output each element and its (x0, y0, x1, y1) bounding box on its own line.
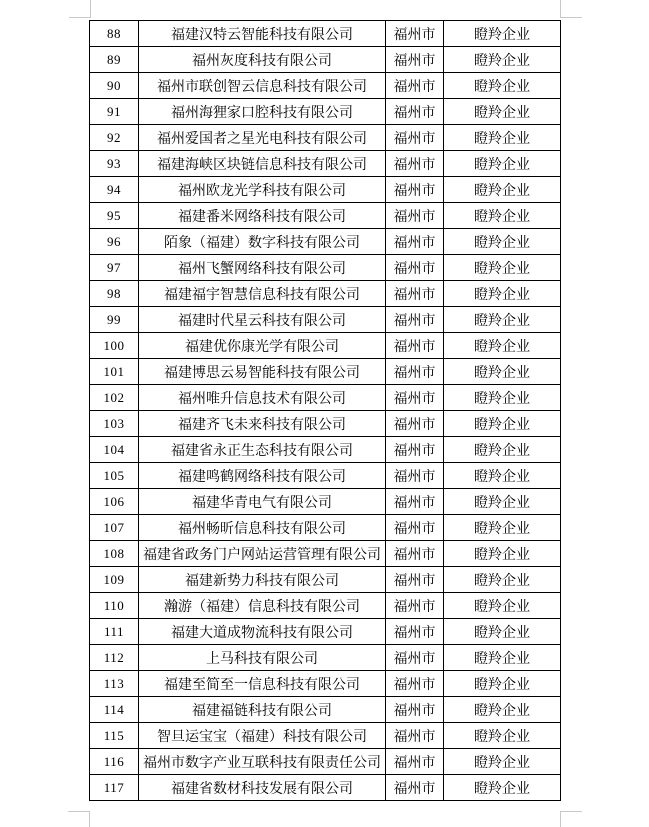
row-number-cell: 101 (90, 359, 139, 385)
table-row (90, 151, 561, 177)
table-row (90, 723, 561, 749)
category-cell: 瞪羚企业 (444, 671, 561, 697)
company-name-cell: 福建优你康光学有限公司 (139, 333, 386, 359)
page-margin-mark-top-right (560, 0, 582, 18)
row-number-cell: 109 (90, 567, 139, 593)
row-number-cell: 107 (90, 515, 139, 541)
city-cell: 福州市 (386, 697, 444, 723)
page-margin-mark-top-left (69, 0, 91, 18)
city-cell: 福州市 (386, 671, 444, 697)
company-name-cell: 福州爱国者之星光电科技有限公司 (139, 125, 386, 151)
city-cell: 福州市 (386, 593, 444, 619)
category-cell: 瞪羚企业 (444, 489, 561, 515)
company-name-cell: 福州欧龙光学科技有限公司 (139, 177, 386, 203)
category-cell: 瞪羚企业 (444, 203, 561, 229)
company-name-cell: 福建时代星云科技有限公司 (139, 307, 386, 333)
category-cell: 瞪羚企业 (444, 229, 561, 255)
company-name-cell: 福建汉特云智能科技有限公司 (139, 21, 386, 47)
row-number-cell: 90 (90, 73, 139, 99)
company-name-cell: 上马科技有限公司 (139, 645, 386, 671)
row-number-cell: 95 (90, 203, 139, 229)
company-name-cell: 福建鸣鹤网络科技有限公司 (139, 463, 386, 489)
table-row (90, 671, 561, 697)
category-cell: 瞪羚企业 (444, 73, 561, 99)
category-cell: 瞪羚企业 (444, 281, 561, 307)
row-number-cell: 99 (90, 307, 139, 333)
city-cell: 福州市 (386, 749, 444, 775)
table-row (90, 385, 561, 411)
company-name-cell: 福建至简至一信息科技有限公司 (139, 671, 386, 697)
company-name-cell: 福建齐飞未来科技有限公司 (139, 411, 386, 437)
row-number-cell: 89 (90, 47, 139, 73)
company-name-cell: 福州海狸家口腔科技有限公司 (139, 99, 386, 125)
row-number-cell: 100 (90, 333, 139, 359)
city-cell: 福州市 (386, 255, 444, 281)
company-name-cell: 福州灰度科技有限公司 (139, 47, 386, 73)
company-name-cell: 福建福链科技有限公司 (139, 697, 386, 723)
company-name-cell: 福建新势力科技有限公司 (139, 567, 386, 593)
category-cell: 瞪羚企业 (444, 749, 561, 775)
category-cell: 瞪羚企业 (444, 723, 561, 749)
table-row (90, 73, 561, 99)
category-cell: 瞪羚企业 (444, 385, 561, 411)
row-number-cell: 114 (90, 697, 139, 723)
category-cell: 瞪羚企业 (444, 99, 561, 125)
city-cell: 福州市 (386, 151, 444, 177)
category-cell: 瞪羚企业 (444, 697, 561, 723)
row-number-cell: 96 (90, 229, 139, 255)
category-cell: 瞪羚企业 (444, 411, 561, 437)
table-row (90, 21, 561, 47)
city-cell: 福州市 (386, 541, 444, 567)
city-cell: 福州市 (386, 723, 444, 749)
row-number-cell: 106 (90, 489, 139, 515)
category-cell: 瞪羚企业 (444, 515, 561, 541)
city-cell: 福州市 (386, 307, 444, 333)
city-cell: 福州市 (386, 229, 444, 255)
company-name-cell: 福建番米网络科技有限公司 (139, 203, 386, 229)
city-cell: 福州市 (386, 177, 444, 203)
company-name-cell: 福州唯升信息技术有限公司 (139, 385, 386, 411)
category-cell: 瞪羚企业 (444, 645, 561, 671)
table-row (90, 489, 561, 515)
company-name-cell: 福州畅昕信息科技有限公司 (139, 515, 386, 541)
category-cell: 瞪羚企业 (444, 151, 561, 177)
category-cell: 瞪羚企业 (444, 619, 561, 645)
row-number-cell: 108 (90, 541, 139, 567)
city-cell: 福州市 (386, 359, 444, 385)
table-row (90, 281, 561, 307)
category-cell: 瞪羚企业 (444, 21, 561, 47)
row-number-cell: 117 (90, 775, 139, 801)
company-name-cell: 福建福宇智慧信息科技有限公司 (139, 281, 386, 307)
company-name-cell: 福州市联创智云信息科技有限公司 (139, 73, 386, 99)
category-cell: 瞪羚企业 (444, 593, 561, 619)
row-number-cell: 91 (90, 99, 139, 125)
city-cell: 福州市 (386, 619, 444, 645)
company-list-table (89, 20, 561, 801)
company-name-cell: 福建华青电气有限公司 (139, 489, 386, 515)
table-row (90, 203, 561, 229)
page-margin-mark-bottom-left (68, 811, 90, 827)
city-cell: 福州市 (386, 385, 444, 411)
row-number-cell: 104 (90, 437, 139, 463)
table-row (90, 307, 561, 333)
category-cell: 瞪羚企业 (444, 307, 561, 333)
category-cell: 瞪羚企业 (444, 437, 561, 463)
city-cell: 福州市 (386, 125, 444, 151)
table-row (90, 749, 561, 775)
table-row (90, 463, 561, 489)
city-cell: 福州市 (386, 411, 444, 437)
row-number-cell: 105 (90, 463, 139, 489)
table-row (90, 229, 561, 255)
city-cell: 福州市 (386, 281, 444, 307)
table-row (90, 437, 561, 463)
table-row (90, 125, 561, 151)
row-number-cell: 112 (90, 645, 139, 671)
company-name-cell: 福建博思云易智能科技有限公司 (139, 359, 386, 385)
city-cell: 福州市 (386, 463, 444, 489)
table-row (90, 333, 561, 359)
row-number-cell: 92 (90, 125, 139, 151)
table-row (90, 567, 561, 593)
category-cell: 瞪羚企业 (444, 255, 561, 281)
table-row (90, 541, 561, 567)
row-number-cell: 115 (90, 723, 139, 749)
city-cell: 福州市 (386, 515, 444, 541)
company-name-cell: 福建大道成物流科技有限公司 (139, 619, 386, 645)
city-cell: 福州市 (386, 567, 444, 593)
table-row (90, 411, 561, 437)
category-cell: 瞪羚企业 (444, 463, 561, 489)
row-number-cell: 88 (90, 21, 139, 47)
category-cell: 瞪羚企业 (444, 177, 561, 203)
city-cell: 福州市 (386, 73, 444, 99)
city-cell: 福州市 (386, 333, 444, 359)
table-row (90, 47, 561, 73)
category-cell: 瞪羚企业 (444, 125, 561, 151)
company-name-cell: 福建海峡区块链信息科技有限公司 (139, 151, 386, 177)
table-row (90, 645, 561, 671)
city-cell: 福州市 (386, 489, 444, 515)
category-cell: 瞪羚企业 (444, 775, 561, 801)
category-cell: 瞪羚企业 (444, 333, 561, 359)
table-row (90, 515, 561, 541)
table-row (90, 775, 561, 801)
company-name-cell: 陌象（福建）数字科技有限公司 (139, 229, 386, 255)
category-cell: 瞪羚企业 (444, 359, 561, 385)
table-row (90, 255, 561, 281)
city-cell: 福州市 (386, 775, 444, 801)
company-name-cell: 福州飞蟹网络科技有限公司 (139, 255, 386, 281)
company-name-cell: 智旦运宝宝（福建）科技有限公司 (139, 723, 386, 749)
row-number-cell: 103 (90, 411, 139, 437)
city-cell: 福州市 (386, 645, 444, 671)
city-cell: 福州市 (386, 99, 444, 125)
company-name-cell: 福建省数材科技发展有限公司 (139, 775, 386, 801)
row-number-cell: 111 (90, 619, 139, 645)
company-name-cell: 福州市数字产业互联科技有限责任公司 (139, 749, 386, 775)
page-margin-mark-bottom-right (560, 811, 582, 827)
company-list-table-body (90, 21, 561, 801)
row-number-cell: 98 (90, 281, 139, 307)
row-number-cell: 93 (90, 151, 139, 177)
company-name-cell: 福建省政务门户网站运营管理有限公司 (139, 541, 386, 567)
category-cell: 瞪羚企业 (444, 541, 561, 567)
row-number-cell: 116 (90, 749, 139, 775)
table-row (90, 99, 561, 125)
city-cell: 福州市 (386, 47, 444, 73)
row-number-cell: 102 (90, 385, 139, 411)
table-row (90, 697, 561, 723)
company-name-cell: 福建省永正生态科技有限公司 (139, 437, 386, 463)
table-row (90, 359, 561, 385)
city-cell: 福州市 (386, 437, 444, 463)
row-number-cell: 113 (90, 671, 139, 697)
table-row (90, 593, 561, 619)
row-number-cell: 97 (90, 255, 139, 281)
table-row (90, 619, 561, 645)
company-name-cell: 瀚游（福建）信息科技有限公司 (139, 593, 386, 619)
city-cell: 福州市 (386, 203, 444, 229)
city-cell: 福州市 (386, 21, 444, 47)
category-cell: 瞪羚企业 (444, 567, 561, 593)
table-row (90, 177, 561, 203)
row-number-cell: 110 (90, 593, 139, 619)
category-cell: 瞪羚企业 (444, 47, 561, 73)
row-number-cell: 94 (90, 177, 139, 203)
